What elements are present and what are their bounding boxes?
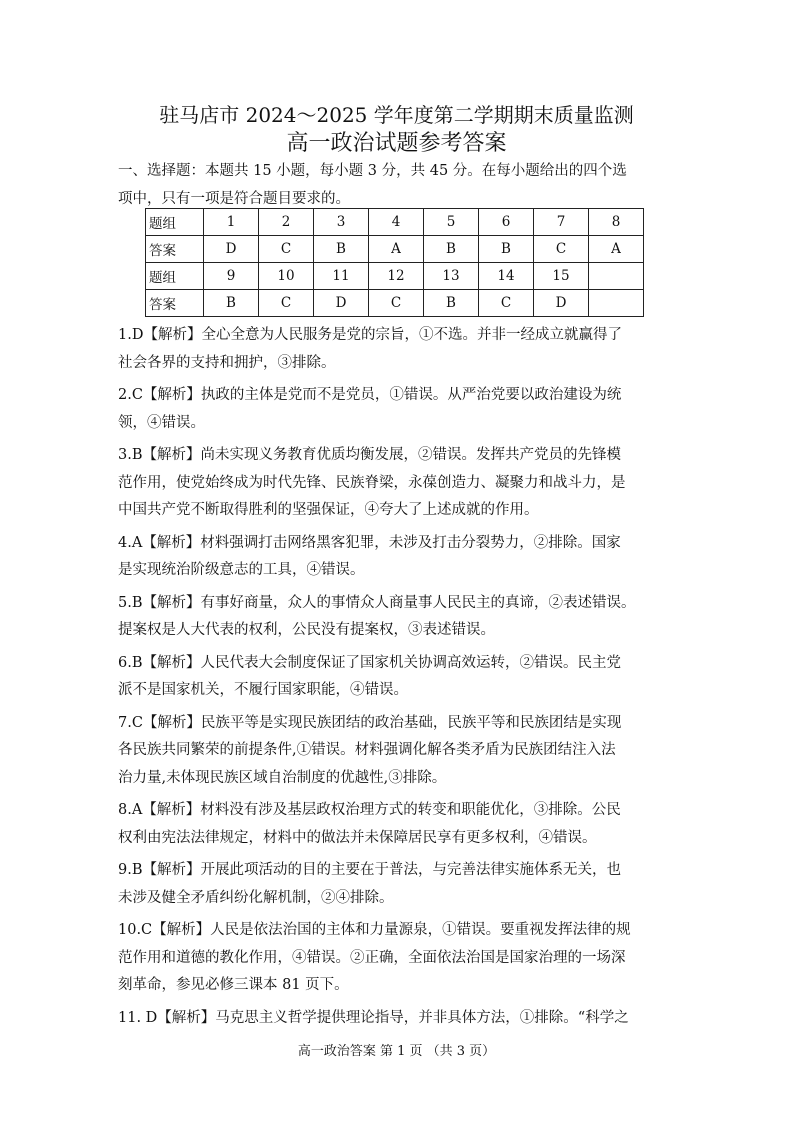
table-cell: 1: [204, 209, 259, 236]
document-title: 驻马店市 2024～2025 学年度第二学期期末质量监测: [159, 103, 634, 127]
table-cell: [589, 290, 644, 317]
explanation-item: [118, 590, 708, 645]
table-cell: B: [314, 236, 369, 263]
explanation-item: [118, 650, 708, 705]
explanation-item: [118, 710, 708, 793]
explanation-line: 范作用和道德的教化作用，④错误。②正确，全面依法治国是国家治理的一场深: [118, 949, 626, 966]
table-cell: 10: [259, 263, 314, 290]
explanation-line: 治力量,未体现民族区域自治制度的优越性,③排除。: [118, 769, 447, 786]
table-cell: 3: [314, 209, 369, 236]
page-footer: 高一政治答案 第 1 页 （共 3 页）: [297, 1044, 496, 1059]
explanation-line: 提案权是人大代表的权利，公民没有提案权，③表述错误。: [118, 622, 495, 638]
explanation-item: [118, 857, 708, 912]
table-row: [146, 290, 644, 317]
explanation-line: 1.D【解析】全心全意为人民服务是党的宗旨，①不选。并非一经成立就赢得了: [118, 327, 622, 343]
explanation-line: 3.B【解析】尚未实现义务教育优质均衡发展，②错误。发挥共产党员的先锋模: [118, 447, 621, 463]
explanation-line: 11. D【解析】马克思主义哲学提供理论指导，并非具体方法，①排除。“科学之: [118, 1009, 629, 1026]
table-cell: 7: [534, 209, 589, 236]
explanation-item: [118, 797, 708, 852]
explanation-line: 10.C【解析】人民是依法治国的主体和力量源泉，①错误。要重视发挥法律的规: [118, 922, 631, 938]
explanation-line: 5.B【解析】有事好商量，众人的事情众人商量事人民民主的真谛，②表述错误。: [118, 594, 636, 611]
table-cell: B: [204, 290, 259, 317]
explanations: [118, 322, 708, 1032]
explanation-line: 社会各界的支持和拥护，③排除。: [118, 354, 336, 371]
table-cell: A: [369, 236, 424, 263]
table-cell: 8: [589, 209, 644, 236]
document-subtitle: 高一政治试题参考答案: [286, 131, 507, 156]
table-cell: D: [534, 290, 589, 317]
explanation-line: 是实现统治阶级意志的工具，④错误。: [118, 562, 365, 578]
table-cell: 15: [534, 263, 589, 290]
table-cell: 2: [259, 209, 314, 236]
table-cell: C: [259, 236, 314, 263]
table-cell: 4: [369, 209, 424, 236]
table-cell: 5: [424, 209, 479, 236]
table-row-header: 答案: [146, 290, 204, 317]
table-cell: D: [314, 290, 369, 317]
explanation-item: [118, 1005, 708, 1033]
table-cell: C: [259, 290, 314, 317]
explanation-item: [118, 382, 708, 437]
explanation-line: 9.B【解析】开展此项活动的目的主要在于普法，与完善法律实施体系无关，也: [118, 862, 621, 878]
explanation-line: 范作用，使党始终成为时代先锋、民族脊梁，永葆创造力、凝聚力和战斗力，是: [118, 474, 626, 491]
table-cell: C: [369, 290, 424, 317]
explanation-line: 7.C【解析】民族平等是实现民族团结的政治基础，民族平等和民族团结是实现: [118, 714, 622, 731]
table-cell: C: [534, 236, 589, 263]
table-cell: B: [424, 290, 479, 317]
explanation-line: 派不是国家机关，不履行国家职能，④错误。: [118, 682, 408, 698]
explanation-line: 刻革命，参见必修三课本 81 页下。: [118, 977, 349, 993]
table-row: [146, 263, 644, 290]
explanation-item: [118, 917, 708, 1000]
table-cell: [589, 263, 644, 290]
explanation-line: 2.C【解析】执政的主体是党而不是党员，①错误。从严治党要以政治建设为统: [118, 387, 622, 403]
table-cell: 11: [314, 263, 369, 290]
explanation-line: 未涉及健全矛盾纠纷化解机制，②④排除。: [118, 889, 394, 906]
answer-table: [145, 208, 644, 317]
explanation-line: 4.A【解析】材料强调打击网络黑客犯罪，未涉及打击分裂势力，②排除。国家: [118, 534, 621, 551]
table-row-header: 答案: [146, 236, 204, 263]
table-row-header: 题组: [146, 209, 204, 236]
table-cell: 13: [424, 263, 479, 290]
explanation-line: 6.B【解析】人民代表大会制度保证了国家机关协调高效运转，②错误。民主党: [118, 654, 621, 671]
explanation-item: [118, 322, 708, 377]
table-row: [146, 209, 644, 236]
table-row-header: 题组: [146, 263, 204, 290]
section-intro: [118, 158, 708, 213]
table-cell: D: [204, 236, 259, 263]
table-cell: 12: [369, 263, 424, 290]
explanation-line: 领，④错误。: [118, 414, 205, 431]
intro-line: 项中，只有一项是符合题目要求的。: [118, 190, 350, 207]
intro-line: 一、选择题：本题共 15 小题，每小题 3 分，共 45 分。在每小题给出的四个选: [118, 163, 627, 179]
table-row: [146, 236, 644, 263]
explanation-line: 8.A【解析】材料没有涉及基层政权治理方式的转变和职能优化，③排除。公民: [118, 802, 621, 818]
table-cell: B: [424, 236, 479, 263]
explanation-item: [118, 530, 708, 585]
table-cell: A: [589, 236, 644, 263]
explanation-line: 各民族共同繁荣的前提条件,①错误。材料强调化解各类矛盾为民族团结注入法: [118, 742, 616, 758]
table-cell: B: [479, 236, 534, 263]
explanation-line: 权利由宪法法律规定，材料中的做法并未保障居民享有更多权利，④错误。: [118, 829, 597, 846]
table-cell: 6: [479, 209, 534, 236]
table-cell: 14: [479, 263, 534, 290]
explanation-line: 中国共产党不断取得胜利的坚强保证，④夸大了上述成就的作用。: [118, 502, 539, 518]
explanation-item: [118, 442, 708, 525]
table-cell: C: [479, 290, 534, 317]
table-cell: 9: [204, 263, 259, 290]
